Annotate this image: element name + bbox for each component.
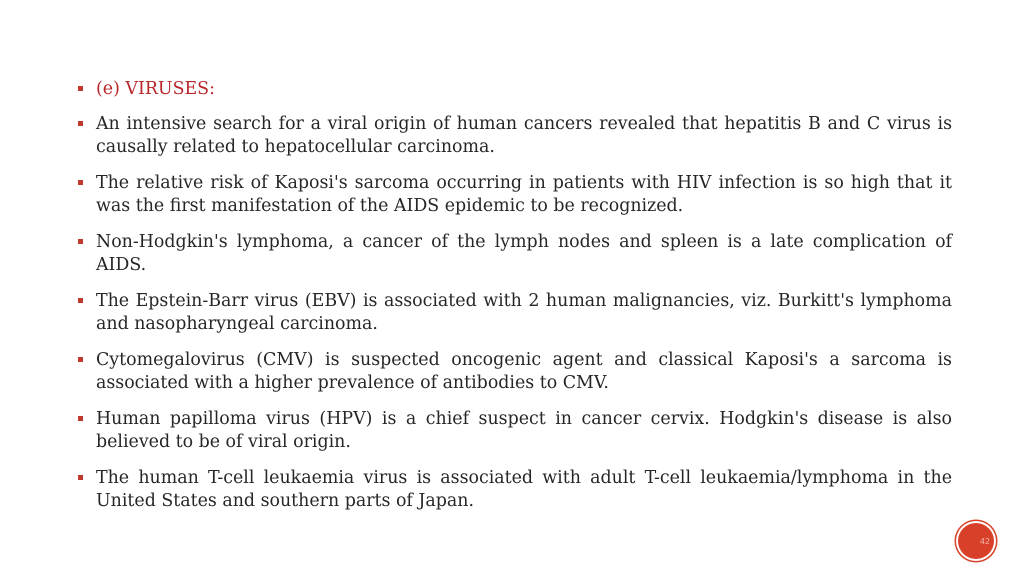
list-item: [78, 349, 952, 395]
list-item: [78, 231, 952, 277]
square-bullet-icon: [78, 180, 83, 185]
square-bullet-icon: [78, 475, 83, 480]
square-bullet-icon: [78, 121, 83, 126]
list-item: [78, 467, 952, 513]
square-bullet-icon: [78, 239, 83, 244]
square-bullet-icon: [78, 357, 83, 362]
bullet-text: Non-Hodgkin's lymphoma, a cancer of the lymph nodes and spleen is a late complication of AIDS.: [96, 232, 952, 275]
bullet-text: An intensive search for a viral origin of human cancers revealed that hepatitis B and C virus is causally related to hepatocellular carcinoma.: [96, 114, 952, 157]
square-bullet-icon: [78, 416, 83, 421]
bullet-list: [78, 78, 952, 526]
bullet-text: Cytomegalovirus (CMV) is suspected oncogenic agent and classical Kaposi's a sarcoma is associated with a higher prevalence of antibodies to CMV.: [96, 350, 952, 393]
list-item: [78, 408, 952, 454]
bullet-text: Human papilloma virus (HPV) is a chief suspect in cancer cervix. Hodgkin's disease is also believed to be of viral origin.: [96, 409, 952, 452]
section-heading: (e) VIRUSES:: [96, 79, 215, 99]
page-number-badge: [958, 523, 994, 559]
square-bullet-icon: [78, 86, 83, 91]
list-item: [78, 113, 952, 159]
list-item: [78, 290, 952, 336]
list-item: [78, 172, 952, 218]
bullet-text: The human T-cell leukaemia virus is associated with adult T-cell leukaemia/lymphoma in the United States and southern parts of Japan.: [96, 468, 952, 511]
square-bullet-icon: [78, 298, 83, 303]
bullet-text: The Epstein-Barr virus (EBV) is associated with 2 human malignancies, viz. Burkitt's lymphoma and nasopharyngeal carcinoma.: [96, 291, 952, 334]
bullet-text: The relative risk of Kaposi's sarcoma occurring in patients with HIV infection is so high that it was the first manifestation of the AIDS epidemic to be recognized.: [96, 173, 952, 216]
list-item-heading: [78, 78, 952, 101]
page-number: 42: [979, 536, 990, 546]
